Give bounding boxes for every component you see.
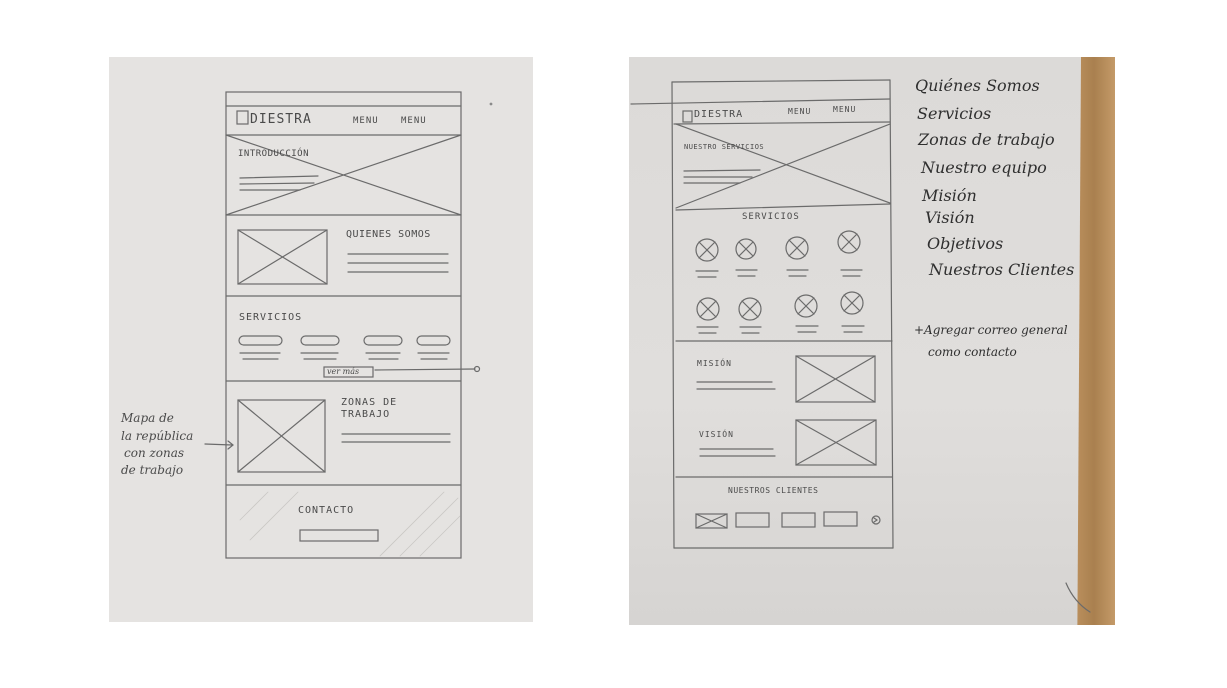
note-menu-item-7: Objetivos	[927, 234, 1004, 253]
right-mision-heading: MISIÓN	[697, 359, 732, 368]
note-extra-line-1: +Agregar correo general	[914, 323, 1068, 337]
left-zonas-heading-2: TRABAJO	[341, 409, 391, 420]
note-menu-item-4: Nuestro equipo	[921, 158, 1047, 177]
left-quienes-heading: QUIENES SOMOS	[346, 229, 431, 240]
left-ver-mas-button: ver más	[327, 367, 360, 376]
left-annotation-line-2: la república	[121, 429, 194, 443]
left-servicios-heading: SERVICIOS	[239, 312, 303, 323]
left-intro-heading: INTRODUCCIÓN	[238, 149, 310, 159]
left-zonas-heading-1: ZONAS DE	[341, 397, 398, 408]
note-menu-item-6: Visión	[925, 208, 975, 227]
left-logo-text: DIESTRA	[250, 112, 312, 127]
note-menu-item-8: Nuestros Clientes	[929, 260, 1075, 279]
left-annotation-line-1: Mapa de	[121, 411, 174, 425]
left-annotation-line-4: de trabajo	[121, 463, 184, 477]
note-menu-item-1: Quiénes Somos	[915, 76, 1040, 95]
right-vision-heading: VISIÓN	[699, 430, 734, 439]
right-service-icons	[696, 231, 864, 333]
right-menu-2: MENU	[833, 105, 857, 114]
note-menu-item-2: Servicios	[917, 104, 992, 123]
right-logo-text: DIESTRA	[694, 109, 744, 120]
left-annotation-line-3: con zonas	[124, 446, 185, 460]
left-wireframe-frame	[205, 92, 480, 558]
right-clientes-heading: NUESTROS CLIENTES	[728, 486, 819, 495]
left-menu-1: MENU	[353, 116, 379, 126]
note-menu-item-5: Misión	[922, 186, 977, 205]
right-menu-1: MENU	[788, 107, 812, 116]
right-hero-heading: NUESTRO SERVICIOS	[684, 143, 765, 151]
left-contacto-heading: CONTACTO	[298, 505, 355, 516]
left-menu-2: MENU	[401, 116, 427, 126]
note-extra-line-2: como contacto	[928, 345, 1017, 359]
right-servicios-heading: SERVICIOS	[742, 212, 800, 222]
note-menu-item-3: Zonas de trabajo	[918, 130, 1055, 149]
